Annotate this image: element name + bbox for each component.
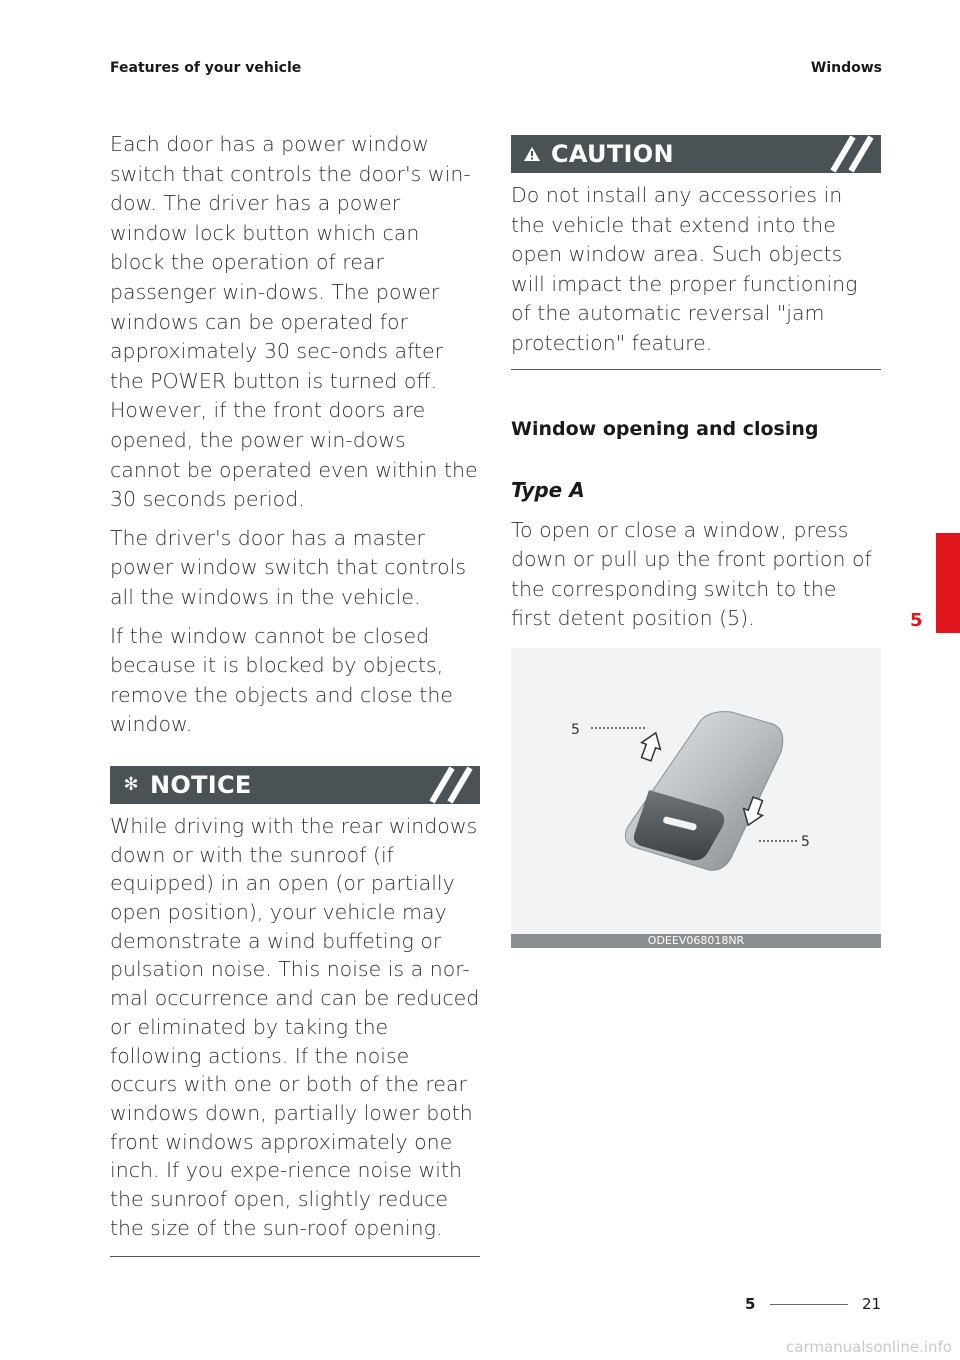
callout-label-top: 5	[571, 721, 580, 738]
caution-text: Do not install any accessories in the vehicle that extend into the open window area. Such objects will impact the proper functioning of the automatic reversal "jam protection" feature.	[511, 183, 858, 355]
chapter-tab-number: 5	[910, 610, 923, 631]
figure-caption: ODEEV068018NR	[511, 934, 881, 948]
notice-text: While driving with the rear windows down or with the sunroof (if equipped) in an open (or partially open position), your vehicle may demonstrate a wind buffeting or pulsation noise. This noise is a nor-mal occurrence and can be reduced or eliminated by taking the following actions. If the noise occurs with one or both of the rear windows down, partially lower both front windows approximately one inch. If you expe-rience noise with the sunroof open, slightly reduce the size of the sun-roof opening.	[110, 813, 480, 1240]
notice-box	[110, 766, 480, 1258]
footer-page-number: 21	[862, 1295, 882, 1313]
section-title: Window opening and closing	[511, 417, 819, 440]
notice-title: NOTICE	[150, 770, 252, 799]
callout-label-bottom: 5	[801, 833, 810, 850]
paragraph: To open or close a window, press down or pull up the front portion of the corresponding switch to the first detent position (5).	[511, 517, 872, 631]
footer-chapter-number: 5	[745, 1295, 756, 1313]
notice-header	[110, 766, 480, 804]
window-switch-figure	[511, 648, 881, 948]
paragraph: Each door has a power window switch that controls the door's win-dow. The driver has a power window lock button which can block the operation of rear passenger win-dows. The power windows can be operated for approximately 30 sec-onds after the POWER button is turned off. However, if the front doors are opened, the power win-dows cannot be operated even within the 30 seconds period.	[110, 132, 478, 512]
paragraph: If the window cannot be closed because it is blocked by objects, remove the objects and close the window.	[110, 623, 453, 737]
slash-decoration-icon	[821, 135, 881, 173]
paragraph: The driver's door has a master power window switch that controls all the windows in the vehicle.	[110, 525, 467, 609]
notice-divider	[110, 1256, 480, 1257]
right-column	[511, 135, 881, 948]
caution-box	[511, 135, 881, 370]
caution-title: CAUTION	[551, 140, 674, 168]
left-column	[110, 130, 480, 1257]
running-header-section: Features of your vehicle	[110, 60, 302, 76]
watermark-text: carmanualsonline.info	[786, 1338, 952, 1356]
slash-decoration-icon	[420, 766, 480, 804]
window-switch-illustration	[511, 648, 881, 934]
caution-header	[511, 135, 881, 173]
footer-divider	[770, 1304, 848, 1305]
asterisk-icon: ✻	[123, 774, 139, 796]
running-header-topic: Windows	[810, 60, 882, 76]
caution-divider	[511, 369, 881, 370]
sub-title: Type A	[511, 477, 585, 502]
warning-triangle-icon	[521, 143, 543, 165]
chapter-side-tab	[936, 533, 960, 633]
